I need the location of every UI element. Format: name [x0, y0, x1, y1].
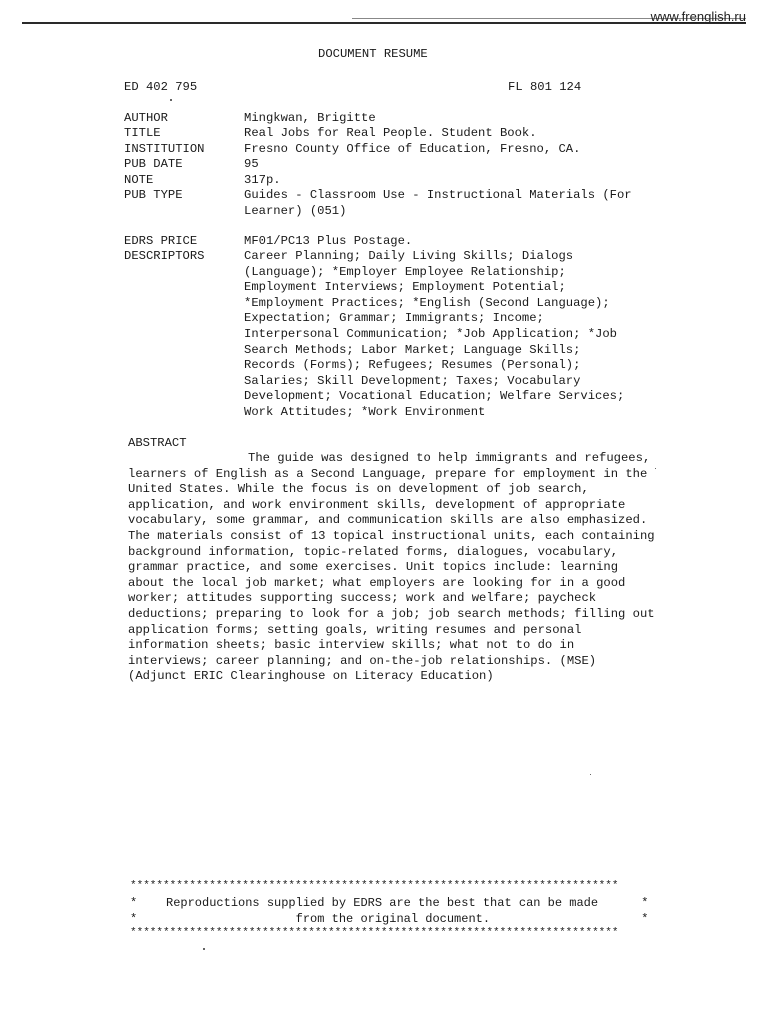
field-label: NOTE — [124, 173, 154, 187]
scan-speck — [203, 948, 205, 950]
field-value: Fresno County Office of Education, Fresno, CA. — [244, 142, 581, 156]
scan-speck — [655, 468, 656, 469]
field-label: DESCRIPTORS — [124, 249, 205, 263]
scan-speck — [170, 99, 172, 101]
scan-speck — [590, 774, 591, 775]
star-border-bottom: ************************************************************************** — [130, 927, 619, 939]
field-value: Real Jobs for Real People. Student Book. — [244, 126, 537, 140]
abstract-label: ABSTRACT — [128, 436, 187, 450]
document-title: DOCUMENT RESUME — [318, 47, 428, 61]
field-label: INSTITUTION — [124, 142, 205, 156]
field-value: MF01/PC13 Plus Postage. — [244, 234, 413, 248]
field-value: 317p. — [244, 173, 281, 187]
field-value: Mingkwan, Brigitte — [244, 111, 376, 125]
ed-number: ED 402 795 — [124, 80, 198, 94]
field-label: AUTHOR — [124, 111, 168, 125]
field-value: 95 — [244, 157, 259, 171]
top-rule-thick — [22, 22, 746, 24]
reproduction-notice-line2: * from the original document. * — [130, 912, 649, 926]
watermark-link[interactable]: www.frenglish.ru — [650, 9, 746, 24]
star-border-top: ************************************************************************** — [130, 880, 619, 892]
field-label: TITLE — [124, 126, 161, 140]
field-value: Career Planning; Daily Living Skills; Dialogs (Language); *Employer Employee Relationship; Employment Interviews; Employment Potential; *Employment Practices; *English (Second Language); Expectation; Grammar; Immigrants; Income; Interpersonal Communication; *Job Application; *Job Search Methods; Labor Market; Language Skills; Records (Forms); Refugees; Resumes (Personal); Salaries; Skill Development; Taxes; Vocabulary Development; Vocational Education; Welfare Services; Work Attitudes; *Work Environment — [244, 249, 625, 419]
top-rule — [22, 18, 746, 26]
field-label: EDRS PRICE — [124, 234, 198, 248]
field-value: Guides - Classroom Use - Instructional Materials (For Learner) (051) — [244, 188, 632, 218]
field-label: PUB DATE — [124, 157, 183, 171]
field-label: PUB TYPE — [124, 188, 183, 202]
abstract-text: The guide was designed to help immigrants and refugees, learners of English as a Second Language, prepare for employment in the United States. While the focus is on development of job search, application, and work environment skills, development of appropriate vocabulary, some grammar, and communication skills are also emphasized. The materials consist of 13 topical instructional units, each containing background information, topic-related forms, dialogues, vocabulary, grammar practice, and some exercises. Unit topics include: learning about the local job market; what employers are looking for in a good worker; attitudes supporting success; work and welfare; paycheck deductions; preparing to look for a job; job search methods; filling out application forms; setting goals, writing resumes and personal information sheets; basic interview skills; what not to do in interviews; career planning; and on-the-job relationships. (MSE) (Adjunct ERIC Clearinghouse on Literacy Education) — [128, 451, 655, 684]
reproduction-notice-line1: * Reproductions supplied by EDRS are the best that can be made * — [130, 896, 649, 910]
fl-number: FL 801 124 — [508, 80, 582, 94]
